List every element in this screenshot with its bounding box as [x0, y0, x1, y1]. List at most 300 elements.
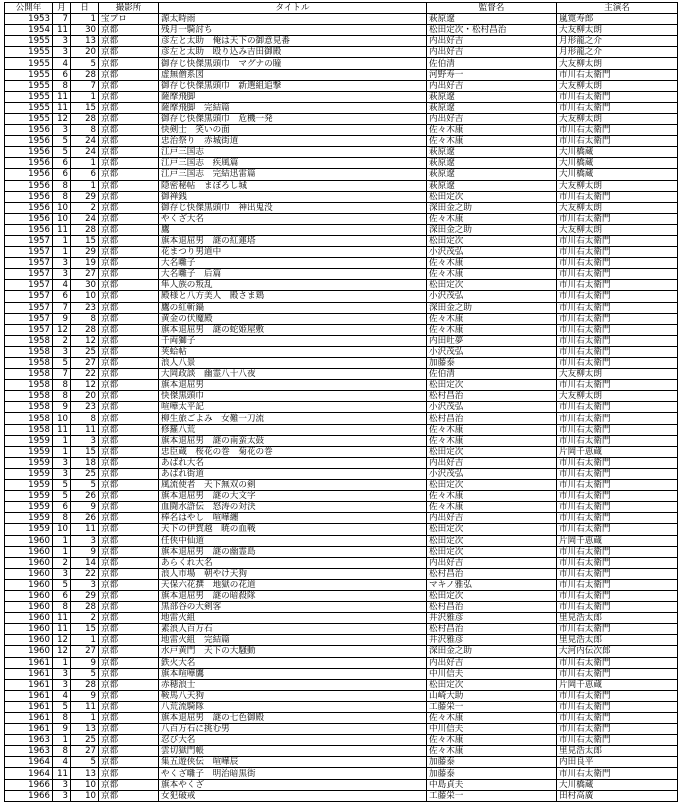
cell-day: 28 — [71, 69, 99, 80]
cell-star: 市川右太衛門 — [557, 713, 678, 724]
cell-month: 8 — [53, 713, 71, 724]
cell-director: 佐々木康 — [427, 313, 557, 324]
cell-year: 1961 — [5, 657, 53, 668]
film-table — [4, 2, 678, 802]
cell-star: 田村高廣 — [557, 790, 678, 801]
cell-studio: 京都 — [99, 779, 159, 790]
cell-month: 1 — [53, 546, 71, 557]
cell-director: 萩原遼 — [427, 169, 557, 180]
cell-star: 市川右太衛門 — [557, 513, 678, 524]
cell-director: 佐伯清 — [427, 58, 557, 69]
cell-star: 市川右太衛門 — [557, 657, 678, 668]
cell-director: 萩原遼 — [427, 91, 557, 102]
cell-studio: 京都 — [99, 413, 159, 424]
cell-star: 市川右太衛門 — [557, 735, 678, 746]
table-row — [5, 590, 678, 601]
cell-year: 1961 — [5, 713, 53, 724]
cell-year: 1959 — [5, 480, 53, 491]
cell-title: 荚蛤帖 — [159, 346, 427, 357]
cell-title: 風流使者 天下無双の剣 — [159, 480, 427, 491]
cell-day: 26 — [71, 491, 99, 502]
cell-studio: 京都 — [99, 568, 159, 579]
cell-director: 加藤泰 — [427, 768, 557, 779]
cell-studio: 京都 — [99, 302, 159, 313]
cell-title: 旗本退屈男 謎の暗殺隊 — [159, 590, 427, 601]
cell-title: 女犯破戒 — [159, 790, 427, 801]
cell-month: 9 — [53, 313, 71, 324]
cell-year: 1957 — [5, 291, 53, 302]
table-row — [5, 546, 678, 557]
cell-month: 12 — [53, 635, 71, 646]
cell-director: 小沢茂弘 — [427, 468, 557, 479]
cell-studio: 京都 — [99, 768, 159, 779]
cell-title: 赤穂浪士 — [159, 679, 427, 690]
cell-star: 市川右太衛門 — [557, 602, 678, 613]
cell-day: 15 — [71, 235, 99, 246]
cell-month: 1 — [53, 247, 71, 258]
cell-star: 市川右太衛門 — [557, 358, 678, 369]
cell-director: 山崎大助 — [427, 690, 557, 701]
cell-year: 1955 — [5, 91, 53, 102]
cell-director: 萩原遼 — [427, 147, 557, 158]
cell-title: 鞍馬八天狗 — [159, 690, 427, 701]
cell-star: 片岡千恵蔵 — [557, 679, 678, 690]
cell-day: 28 — [71, 679, 99, 690]
cell-month: 8 — [53, 602, 71, 613]
cell-day: 27 — [71, 746, 99, 757]
cell-title: 旗本退屈男 謎の大文字 — [159, 491, 427, 502]
cell-title: 集五遊侠伝 喧嘩辰 — [159, 757, 427, 768]
cell-director: 松田定次 — [427, 446, 557, 457]
cell-studio: 京都 — [99, 147, 159, 158]
table-row — [5, 735, 678, 746]
cell-star: 大友柳太朗 — [557, 80, 678, 91]
cell-year: 1956 — [5, 147, 53, 158]
cell-title: あばれ街道 — [159, 468, 427, 479]
cell-star: 市川右太衛門 — [557, 546, 678, 557]
cell-title: 千両獅子 — [159, 335, 427, 346]
cell-director: 中島貞夫 — [427, 779, 557, 790]
table-row — [5, 535, 678, 546]
table-row — [5, 457, 678, 468]
cell-month: 11 — [53, 102, 71, 113]
cell-year: 1956 — [5, 191, 53, 202]
cell-director: 松村昌治 — [427, 413, 557, 424]
cell-star: 市川右太衛門 — [557, 313, 678, 324]
cell-star: 市川右太衛門 — [557, 269, 678, 280]
cell-director: マキノ雅弘 — [427, 579, 557, 590]
cell-director: 内出好吉 — [427, 80, 557, 91]
cell-title: 源太時雨 — [159, 14, 427, 25]
cell-title: 地雷火組 — [159, 613, 427, 624]
cell-title: 大名囃子 — [159, 258, 427, 269]
cell-year: 1955 — [5, 80, 53, 91]
cell-month: 8 — [53, 380, 71, 391]
cell-star: 大川橋蔵 — [557, 158, 678, 169]
cell-star: 市川右太衛門 — [557, 502, 678, 513]
cell-month: 2 — [53, 335, 71, 346]
cell-title: 素浪人百万石 — [159, 624, 427, 635]
cell-star: 大友柳太朗 — [557, 391, 678, 402]
cell-title: 薩摩飛脚 完結篇 — [159, 102, 427, 113]
cell-month: 3 — [53, 668, 71, 679]
cell-studio: 京都 — [99, 380, 159, 391]
cell-month: 3 — [53, 47, 71, 58]
cell-studio: 京都 — [99, 324, 159, 335]
cell-day: 30 — [71, 280, 99, 291]
cell-director: 佐々木康 — [427, 502, 557, 513]
cell-studio: 京都 — [99, 36, 159, 47]
cell-month: 8 — [53, 391, 71, 402]
cell-studio: 京都 — [99, 369, 159, 380]
cell-day: 28 — [71, 224, 99, 235]
cell-year: 1957 — [5, 235, 53, 246]
cell-month: 6 — [53, 158, 71, 169]
cell-director: 井沢雅彦 — [427, 613, 557, 624]
cell-day: 1 — [71, 158, 99, 169]
cell-month: 3 — [53, 468, 71, 479]
cell-star: 大友柳太朗 — [557, 25, 678, 36]
cell-year: 1956 — [5, 136, 53, 147]
cell-star: 市川右太衛門 — [557, 624, 678, 635]
cell-month: 1 — [53, 735, 71, 746]
table-row — [5, 235, 678, 246]
cell-month: 5 — [53, 480, 71, 491]
cell-star: 市川右太衛門 — [557, 91, 678, 102]
cell-star: 市川右太衛門 — [557, 258, 678, 269]
cell-studio: 京都 — [99, 679, 159, 690]
cell-studio: 京都 — [99, 280, 159, 291]
cell-star: 市川右太衛門 — [557, 435, 678, 446]
cell-title: 御禅銭 — [159, 191, 427, 202]
table-row — [5, 335, 678, 346]
cell-star: 月形龍之介 — [557, 47, 678, 58]
cell-director: 佐々木康 — [427, 424, 557, 435]
cell-studio: 京都 — [99, 724, 159, 735]
cell-director: 松田定次 — [427, 191, 557, 202]
cell-title: 水戸黄門 天下の大騒動 — [159, 646, 427, 657]
cell-year: 1956 — [5, 224, 53, 235]
cell-year: 1960 — [5, 568, 53, 579]
cell-month: 11 — [53, 613, 71, 624]
cell-day: 2 — [71, 613, 99, 624]
cell-year: 1958 — [5, 369, 53, 380]
cell-year: 1957 — [5, 258, 53, 269]
cell-title: 忍び大名 — [159, 735, 427, 746]
table-row — [5, 657, 678, 668]
table-row — [5, 25, 678, 36]
cell-month: 3 — [53, 346, 71, 357]
cell-day: 25 — [71, 468, 99, 479]
cell-studio: 京都 — [99, 557, 159, 568]
table-row — [5, 713, 678, 724]
cell-star: 市川右太衛門 — [557, 402, 678, 413]
cell-month: 1 — [53, 446, 71, 457]
cell-director: 小沢茂弘 — [427, 346, 557, 357]
cell-month: 12 — [53, 324, 71, 335]
cell-day: 9 — [71, 546, 99, 557]
cell-month: 3 — [53, 568, 71, 579]
cell-month: 10 — [53, 213, 71, 224]
cell-studio: 京都 — [99, 735, 159, 746]
table-row — [5, 557, 678, 568]
cell-studio: 京都 — [99, 535, 159, 546]
cell-director: 工藤栄一 — [427, 701, 557, 712]
cell-year: 1960 — [5, 535, 53, 546]
cell-year: 1955 — [5, 102, 53, 113]
film-table-sheet — [4, 2, 677, 802]
cell-day: 8 — [71, 125, 99, 136]
cell-director: 佐々木康 — [427, 746, 557, 757]
cell-studio: 京都 — [99, 102, 159, 113]
cell-title: 鷹の紅斬鍋 — [159, 302, 427, 313]
cell-studio: 京都 — [99, 402, 159, 413]
cell-star: 市川右太衛門 — [557, 136, 678, 147]
cell-director: 萩原遼 — [427, 14, 557, 25]
cell-title: 江戸三国志 — [159, 147, 427, 158]
cell-day: 24 — [71, 136, 99, 147]
cell-day: 24 — [71, 147, 99, 158]
cell-day: 12 — [71, 335, 99, 346]
cell-year: 1959 — [5, 468, 53, 479]
cell-month: 11 — [53, 91, 71, 102]
cell-director: 深田金之助 — [427, 202, 557, 213]
table-row — [5, 446, 678, 457]
table-row — [5, 202, 678, 213]
cell-star: 市川右太衛門 — [557, 491, 678, 502]
cell-star: 市川右太衛門 — [557, 247, 678, 258]
cell-director: 加藤泰 — [427, 757, 557, 768]
cell-title: あらくれ大名 — [159, 557, 427, 568]
cell-star: 里見浩太郎 — [557, 613, 678, 624]
cell-title: 鉄火大名 — [159, 657, 427, 668]
cell-day: 8 — [71, 313, 99, 324]
cell-studio: 京都 — [99, 590, 159, 601]
table-row — [5, 224, 678, 235]
cell-star: 大友柳太朗 — [557, 202, 678, 213]
cell-title: 御存じ快傑黒頭巾 神出鬼没 — [159, 202, 427, 213]
cell-day: 22 — [71, 568, 99, 579]
table-row — [5, 424, 678, 435]
table-row — [5, 358, 678, 369]
table-row — [5, 58, 678, 69]
cell-title: 旗本退屈男 謎の紅蓮塔 — [159, 235, 427, 246]
cell-star: 市川右太衛門 — [557, 590, 678, 601]
cell-star: 市川右太衛門 — [557, 380, 678, 391]
cell-title: あばれ大名 — [159, 457, 427, 468]
cell-year: 1959 — [5, 502, 53, 513]
cell-year: 1961 — [5, 701, 53, 712]
cell-month: 6 — [53, 590, 71, 601]
cell-director: 松村昌治 — [427, 568, 557, 579]
table-row — [5, 14, 678, 25]
cell-studio: 京都 — [99, 213, 159, 224]
cell-studio: 京都 — [99, 546, 159, 557]
cell-year: 1955 — [5, 69, 53, 80]
table-row — [5, 746, 678, 757]
cell-director: 内出好吉 — [427, 513, 557, 524]
cell-title: 彦左と太助 俺は天下の御意見番 — [159, 36, 427, 47]
cell-day: 27 — [71, 269, 99, 280]
cell-title: 旗本喧嘩鷹 — [159, 668, 427, 679]
cell-studio: 京都 — [99, 480, 159, 491]
cell-star: 市川右太衛門 — [557, 690, 678, 701]
table-row — [5, 602, 678, 613]
cell-month: 3 — [53, 269, 71, 280]
cell-year: 1960 — [5, 613, 53, 624]
cell-month: 11 — [53, 624, 71, 635]
cell-studio: 京都 — [99, 424, 159, 435]
cell-month: 12 — [53, 646, 71, 657]
cell-year: 1957 — [5, 313, 53, 324]
cell-star: 市川右太衛門 — [557, 235, 678, 246]
cell-studio: 京都 — [99, 202, 159, 213]
cell-star: 市川右太衛門 — [557, 335, 678, 346]
table-row — [5, 113, 678, 124]
cell-director: 佐々木康 — [427, 713, 557, 724]
cell-month: 5 — [53, 491, 71, 502]
cell-star: 大河内伝次郎 — [557, 646, 678, 657]
cell-director: 小沢茂弘 — [427, 402, 557, 413]
cell-studio: 京都 — [99, 701, 159, 712]
cell-title: 八荒流騎隊 — [159, 701, 427, 712]
cell-star: 市川右太衛門 — [557, 701, 678, 712]
cell-title: 浪人八景 — [159, 358, 427, 369]
cell-day: 27 — [71, 646, 99, 657]
cell-title: 御存じ快傑黒頭巾 新選組追撃 — [159, 80, 427, 91]
cell-year: 1953 — [5, 14, 53, 25]
cell-month: 3 — [53, 790, 71, 801]
cell-month: 7 — [53, 14, 71, 25]
table-row — [5, 646, 678, 657]
cell-day: 10 — [71, 790, 99, 801]
cell-year: 1966 — [5, 779, 53, 790]
table-row — [5, 269, 678, 280]
cell-director: 松村昌治 — [427, 602, 557, 613]
cell-studio: 京都 — [99, 269, 159, 280]
cell-title: 隠密秘帖 まぼろし城 — [159, 180, 427, 191]
cell-studio: 京都 — [99, 158, 159, 169]
cell-month: 6 — [53, 291, 71, 302]
cell-day: 3 — [71, 579, 99, 590]
cell-title: 大名囃子 后篇 — [159, 269, 427, 280]
cell-day: 9 — [71, 502, 99, 513]
table-row — [5, 491, 678, 502]
cell-title: 八百万石に挑む男 — [159, 724, 427, 735]
cell-star: 市川右太衛門 — [557, 724, 678, 735]
table-row — [5, 213, 678, 224]
cell-director: 佐々木康 — [427, 269, 557, 280]
cell-studio: 京都 — [99, 502, 159, 513]
cell-title: 御存じ快傑黒頭巾 危機一発 — [159, 113, 427, 124]
table-row — [5, 380, 678, 391]
cell-month: 8 — [53, 191, 71, 202]
cell-title: 天保六花撰 地獄の花道 — [159, 579, 427, 590]
cell-star: 月形龍之介 — [557, 36, 678, 47]
header-director: 監督名 — [427, 3, 557, 14]
cell-day: 1 — [71, 91, 99, 102]
cell-star: 市川右太衛門 — [557, 468, 678, 479]
cell-director: 中川信夫 — [427, 668, 557, 679]
cell-studio: 京都 — [99, 58, 159, 69]
table-row — [5, 180, 678, 191]
cell-day: 9 — [71, 690, 99, 701]
cell-title: 地雷火組 完結篇 — [159, 635, 427, 646]
cell-studio: 京都 — [99, 346, 159, 357]
cell-day: 3 — [71, 535, 99, 546]
table-row — [5, 247, 678, 258]
cell-month: 6 — [53, 502, 71, 513]
cell-month: 11 — [53, 25, 71, 36]
table-row — [5, 191, 678, 202]
cell-day: 23 — [71, 302, 99, 313]
cell-month: 3 — [53, 779, 71, 790]
table-row — [5, 635, 678, 646]
cell-month: 3 — [53, 679, 71, 690]
cell-month: 5 — [53, 701, 71, 712]
cell-month: 6 — [53, 69, 71, 80]
header-title: タイトル — [159, 3, 427, 14]
cell-day: 10 — [71, 291, 99, 302]
table-row — [5, 302, 678, 313]
table-row — [5, 391, 678, 402]
cell-year: 1958 — [5, 402, 53, 413]
cell-studio: 京都 — [99, 668, 159, 679]
cell-director: 松田定次 — [427, 524, 557, 535]
table-row — [5, 258, 678, 269]
cell-studio: 京都 — [99, 657, 159, 668]
table-row — [5, 502, 678, 513]
cell-studio: 京都 — [99, 790, 159, 801]
cell-star: 市川右太衛門 — [557, 346, 678, 357]
cell-director: 加藤泰 — [427, 358, 557, 369]
cell-title: 修羅八荒 — [159, 424, 427, 435]
cell-director: 小沢茂弘 — [427, 291, 557, 302]
cell-star: 市川右太衛門 — [557, 557, 678, 568]
cell-year: 1957 — [5, 302, 53, 313]
cell-title: 旗本退屈男 謎の蛇姫屋敷 — [159, 324, 427, 335]
cell-day: 10 — [71, 779, 99, 790]
cell-year: 1954 — [5, 25, 53, 36]
cell-day: 25 — [71, 346, 99, 357]
cell-month: 5 — [53, 147, 71, 158]
table-row — [5, 69, 678, 80]
cell-title: 雲切獄門帳 — [159, 746, 427, 757]
cell-title: 旗本退屈男 謎の南蛮太鼓 — [159, 435, 427, 446]
cell-director: 内出好吉 — [427, 113, 557, 124]
cell-year: 1961 — [5, 679, 53, 690]
cell-studio: 京都 — [99, 468, 159, 479]
cell-month: 3 — [53, 258, 71, 269]
cell-title: やくざ囃子 明治暗黒街 — [159, 768, 427, 779]
cell-director: 佐々木康 — [427, 324, 557, 335]
cell-month: 8 — [53, 746, 71, 757]
cell-director: 深田金之助 — [427, 224, 557, 235]
cell-director: 松田定次 — [427, 480, 557, 491]
table-row — [5, 102, 678, 113]
cell-studio: 京都 — [99, 191, 159, 202]
cell-day: 6 — [71, 169, 99, 180]
cell-day: 13 — [71, 36, 99, 47]
cell-title: 大岡政談 幽霊八十八夜 — [159, 369, 427, 380]
cell-studio: 京都 — [99, 524, 159, 535]
cell-month: 4 — [53, 280, 71, 291]
cell-title: 快傑黒頭巾 — [159, 391, 427, 402]
cell-star: 市川右太衛門 — [557, 568, 678, 579]
table-row — [5, 579, 678, 590]
cell-title: 殿様と八方美人 殿さま鶏 — [159, 291, 427, 302]
cell-director: 内出好吉 — [427, 657, 557, 668]
